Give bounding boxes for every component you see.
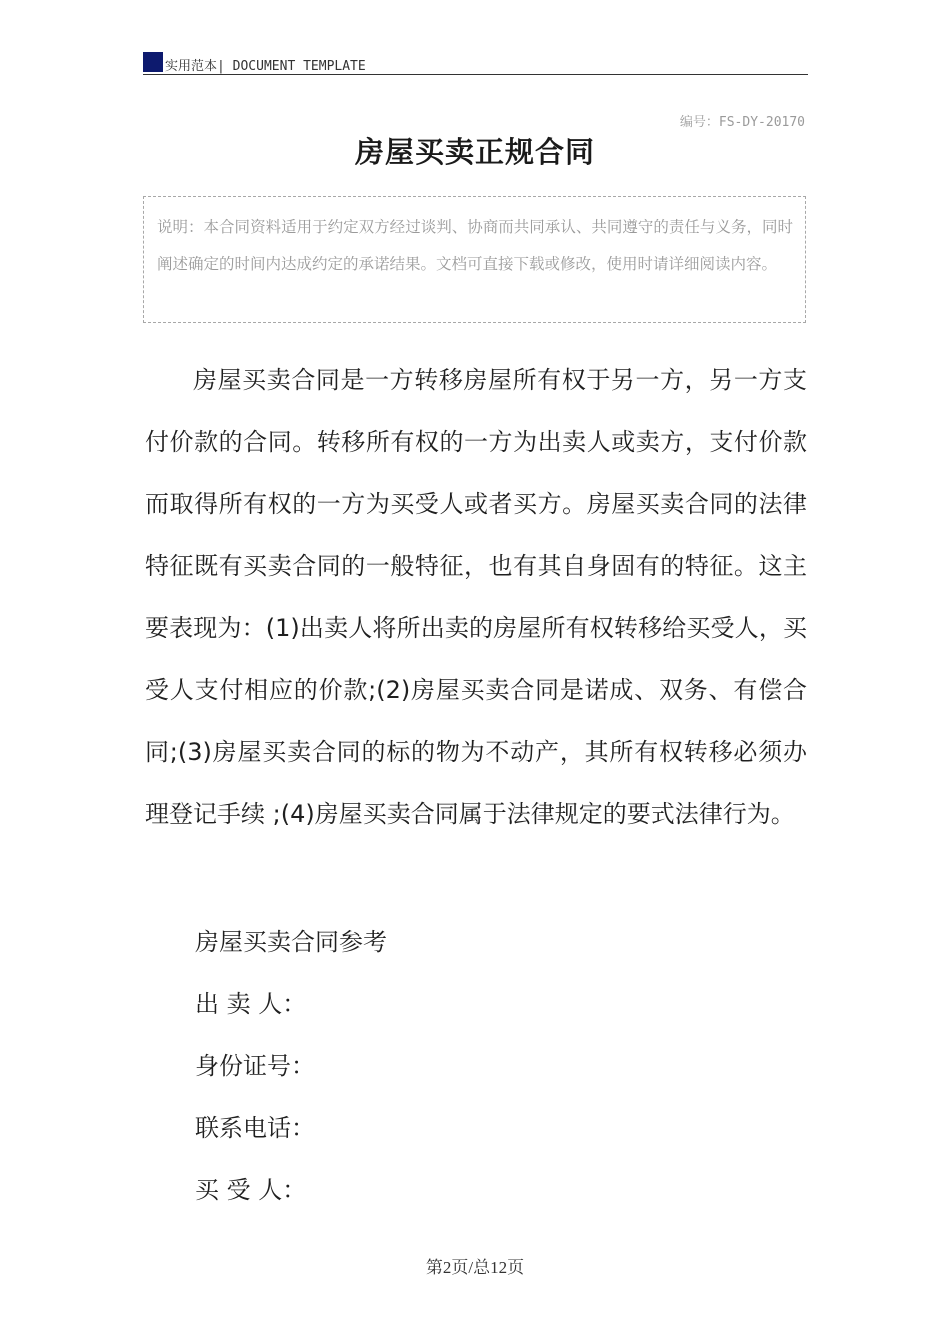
field-phone: 联系电话： — [195, 1114, 315, 1142]
document-code: 编号：FS-DY-20170 — [679, 115, 805, 130]
document-title: 房屋买卖正规合同 — [354, 135, 595, 169]
reference-title: 房屋买卖合同参考 — [195, 928, 387, 956]
field-id-number: 身份证号： — [195, 1052, 315, 1080]
field-buyer: 买 受 人： — [195, 1176, 307, 1204]
field-seller: 出 卖 人： — [195, 990, 307, 1018]
header-text: 实用范本| DOCUMENT TEMPLATE — [165, 59, 366, 74]
page-footer: 第2页/总12页 — [425, 1258, 525, 1277]
note-box — [143, 196, 806, 323]
note-text: 说明：本合同资料适用于约定双方经过谈判、协商而共同承认、共同遵守的责任与义务，同时阐述确定的时间内达成约定的承诺结果。文档可直接下载或修改，使用时请详细阅读内容。 — [157, 218, 793, 273]
body-paragraph: 房屋买卖合同是一方转移房屋所有权于另一方，另一方支付价款的合同。转移所有权的一方为出卖人或卖方，支付价款而取得所有权的一方为买受人或者买方。房屋买卖合同的法律特征既有买卖合同的一般特征，也有其自身固有的特征。这主要表现为：(1)出卖人将所出卖的房屋所有权转移给买受人，买受人支付相应的价款;(2)房屋买卖合同是诺成、双务、有偿合同;(3)房屋买卖合同的标的物为不动产，其所有权转移必须办理登记手续 ;(4)房屋买卖合同属于法律规定的要式法律行为。 — [145, 366, 807, 828]
header-logo-square — [143, 52, 163, 72]
page-header — [143, 50, 808, 75]
